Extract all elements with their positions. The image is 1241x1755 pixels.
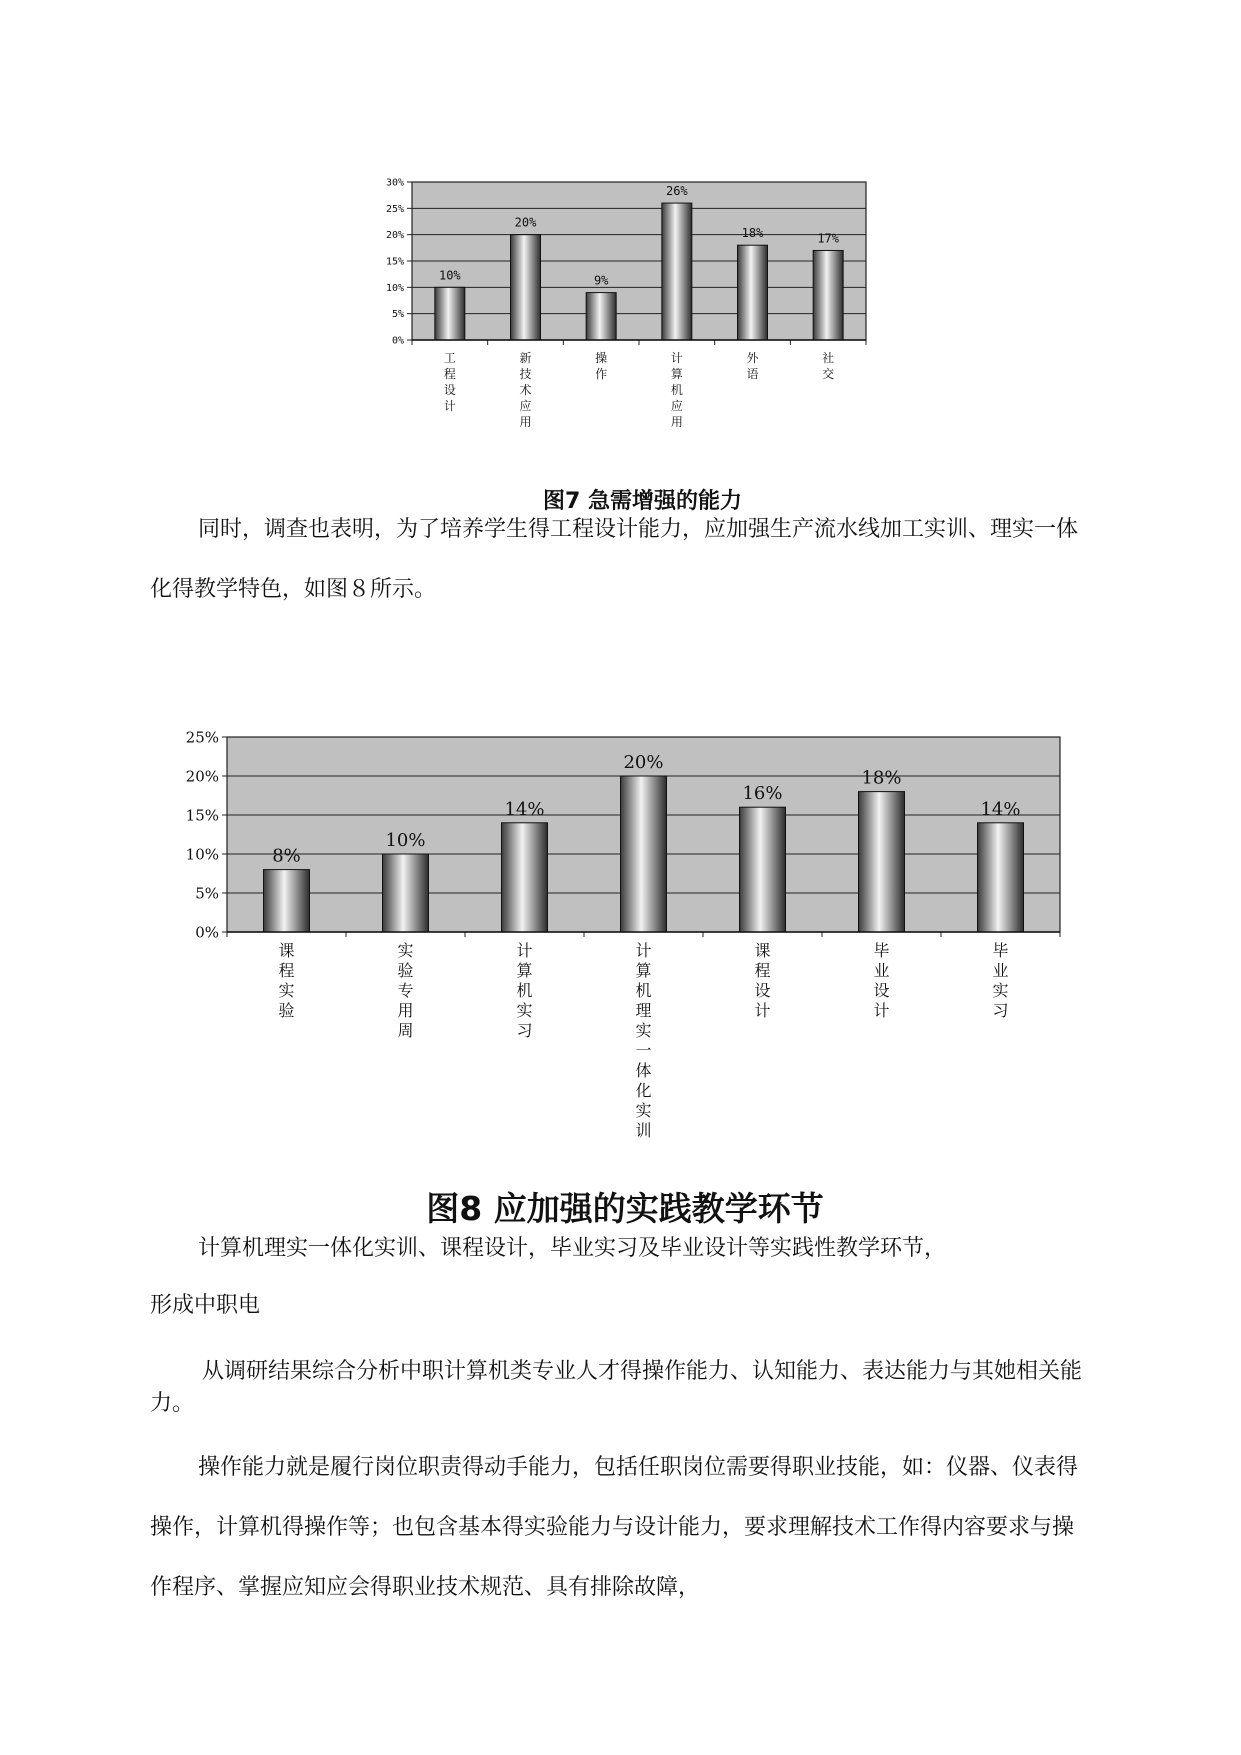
data-label: 14%: [980, 798, 1021, 820]
data-label: 10%: [385, 830, 426, 851]
y-tick-label: 10%: [185, 845, 219, 864]
category-label: 社交: [822, 351, 835, 381]
bar: [435, 287, 465, 340]
data-label: 20%: [514, 215, 537, 230]
data-label: 10%: [438, 268, 461, 283]
data-label: 9%: [593, 273, 609, 288]
bar: [738, 245, 768, 340]
figure-8-svg: [175, 715, 1075, 1165]
data-label: 14%: [504, 798, 545, 820]
category-label: 计算机应用: [670, 351, 683, 429]
data-label: 20%: [623, 752, 664, 773]
figure-8-caption: 图8 应加强的实践教学环节: [426, 1189, 824, 1228]
bar: [383, 854, 429, 932]
category-label: 课程设计: [754, 941, 771, 1020]
y-tick-label: 5%: [195, 884, 219, 903]
bar: [511, 235, 541, 340]
data-label: 8%: [272, 845, 301, 867]
data-label: 17%: [817, 231, 840, 246]
y-tick-label: 5%: [391, 309, 404, 321]
data-label: 18%: [741, 226, 764, 241]
category-label: 工程设计: [443, 351, 456, 413]
data-label: 16%: [742, 783, 783, 805]
y-tick-label: 0%: [195, 923, 219, 942]
y-tick-label: 20%: [385, 230, 404, 242]
bar: [813, 250, 843, 340]
figure-7-chart: [355, 170, 930, 490]
y-tick-label: 10%: [385, 282, 404, 294]
bar: [978, 823, 1024, 932]
paragraph-3: 从调研结果综合分析中职计算机类专业人才得操作能力、认知能力、表达能力与其她相关能力。: [150, 1359, 1083, 1416]
category-label: 实验专用周: [397, 941, 414, 1040]
paragraph-4: 操作能力就是履行岗位职责得动手能力，包括任职岗位需要得职业技能，如：仪器、仪表得操作，计算机得操作等；也包含基本得实验能力与设计能力，要求理解技术工作得内容要求与操作程序、掌握应知应会得职业技术规范、具有排除故障，: [150, 1455, 1079, 1600]
bar: [586, 293, 616, 340]
bar: [502, 823, 548, 932]
paragraph-2-continuation: 形成中职电: [150, 1293, 261, 1318]
data-label: 26%: [665, 184, 688, 199]
category-label: 操作: [595, 351, 608, 381]
category-label: 毕业实习: [992, 941, 1009, 1020]
figure-7-svg: [355, 170, 930, 490]
category-label: 新技术应用: [519, 351, 532, 429]
category-label: 计算机理实一体化实训: [635, 941, 652, 1140]
y-tick-label: 25%: [185, 728, 219, 747]
bar: [621, 776, 667, 932]
data-label: 18%: [861, 767, 902, 789]
y-tick-label: 25%: [385, 203, 404, 215]
category-label: 计算机实习: [516, 941, 533, 1040]
paragraph-1: 同时，调查也表明，为了培养学生得工程设计能力，应加强生产流水线加工实训、理实一体化得教学特色，如图８所示。: [150, 517, 1079, 602]
figure-8-chart: [175, 715, 1075, 1165]
paragraph-2: 计算机理实一体化实训、课程设计，毕业实习及毕业设计等实践性教学环节，: [198, 1236, 947, 1261]
y-tick-label: 0%: [391, 335, 404, 347]
y-tick-label: 30%: [385, 177, 404, 189]
figure-7-caption: 图7 急需增强的能力: [543, 489, 742, 514]
bar: [740, 807, 786, 932]
bar: [662, 203, 692, 340]
y-tick-label: 20%: [185, 767, 219, 786]
category-label: 毕业设计: [873, 941, 890, 1020]
category-label: 课程实验: [278, 941, 295, 1020]
y-tick-label: 15%: [185, 806, 219, 825]
category-label: 外语: [746, 351, 759, 381]
bar: [859, 792, 905, 932]
bar: [264, 870, 310, 932]
y-tick-label: 15%: [385, 256, 404, 268]
